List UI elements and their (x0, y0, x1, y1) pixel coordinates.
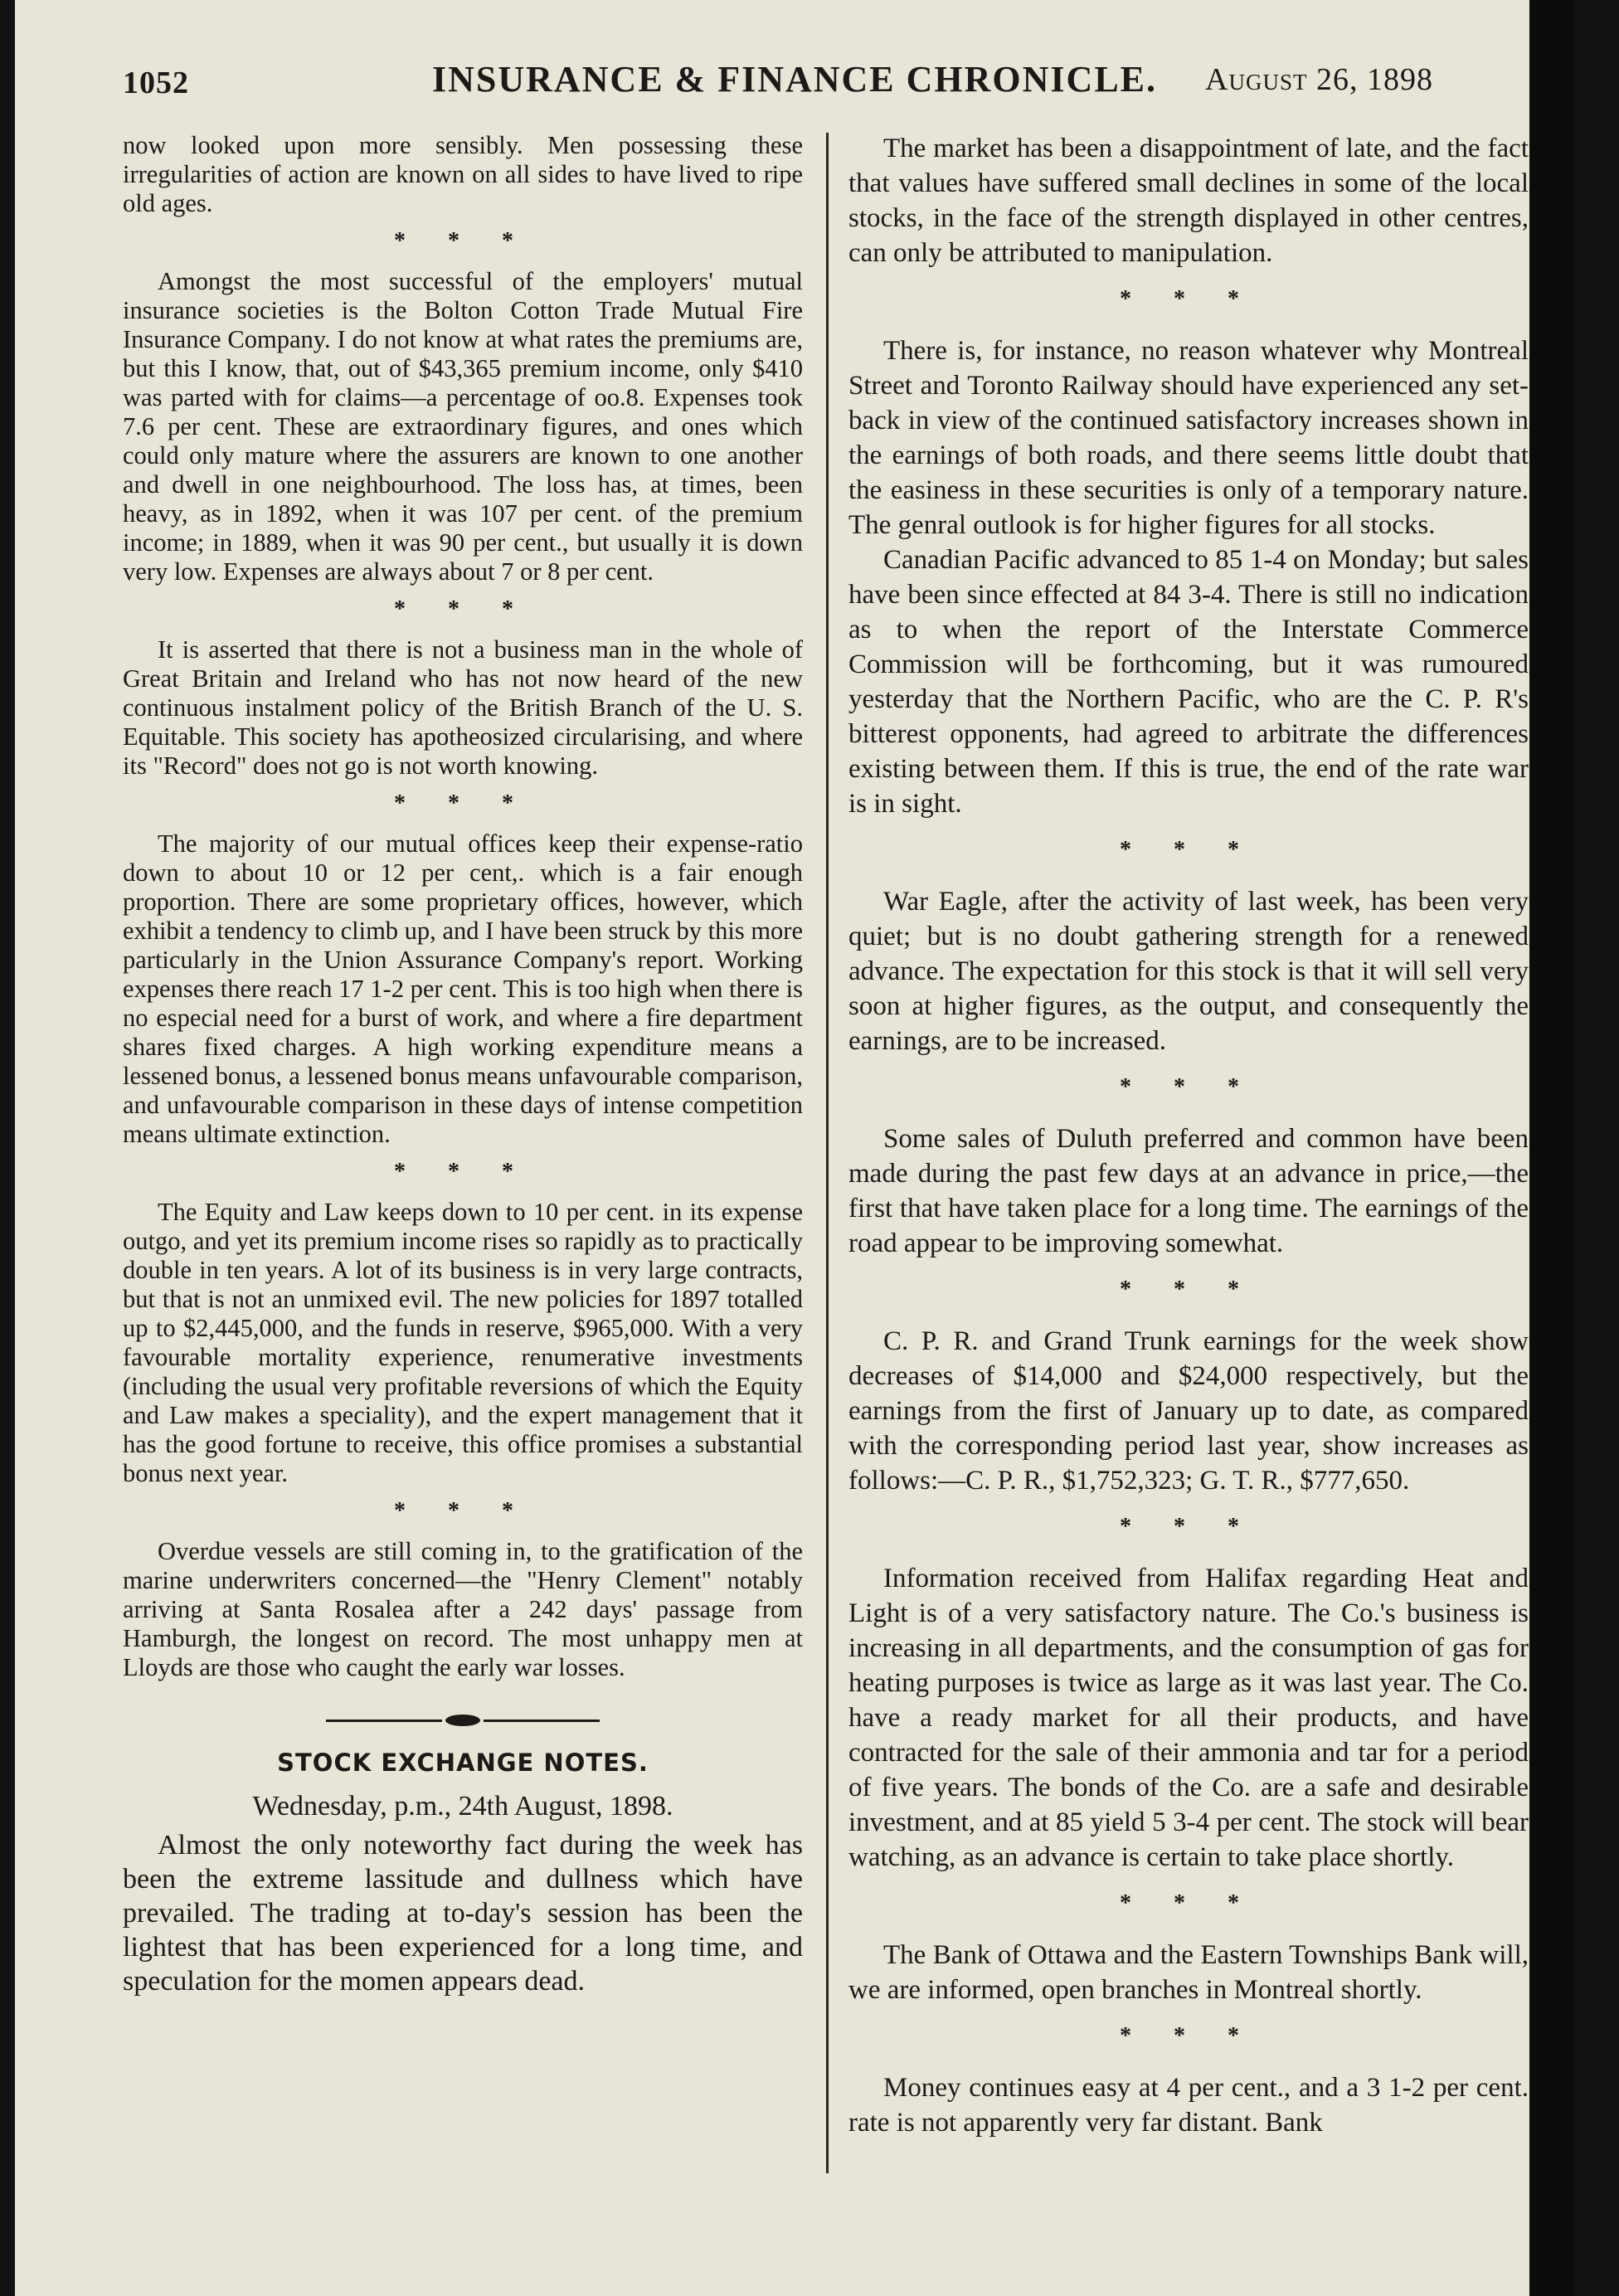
journal-title: INSURANCE & FINANCE CHRONICLE. (431, 59, 1158, 100)
article-paragraph: The market has been a disappointment of late, and the fact that values have suffered small declines in some of the local stocks, in the face of the strength displayed in other centres, can only be attributed to manipulation. (848, 134, 1529, 268)
section-separator: * * * (394, 1159, 532, 1184)
section-separator: * * * (1120, 1074, 1257, 1100)
article-paragraph: Some sales of Duluth preferred and common have been made during the past few days at an advance in price,—the first that have taken place for a long time. The earnings of the road appear to be improving somewhat. (848, 1124, 1529, 1258)
article-paragraph: Amongst the most successful of the employers' mutual insurance societies is the Bolton Cotton Trade Mutual Fire Insurance Company. I do not know at what rates the premiums are, but this I know, that, out of $43,365 premium income, only $410 was parted with for claims—a percentage of oo.8. Expenses took 7.6 per cent. These are extraordinary figures, and ones which could only mature where the assurers are known to one another and dwell in one neighbourhood. The loss has, at times, been heavy, as in 1892, when it was 107 per cent. of the premium income; in 1889, when it was 90 per cent., but usually it is down very low. Expenses are always about 7 or 8 per cent. (123, 267, 803, 586)
article-paragraph: The majority of our mutual offices keep their expense-ratio down to about 10 or 12 per cent,. which is a fair enough proportion. There are some proprietary offices, however, which exhibit a tendency to climb up, and I have been struck by this more particularly in the Union Assurance Company's report. Working expenses there reach 17 1-2 per cent. This is too high when there is no especial need for a burst of work, and where a fire department shares fixed charges. A high working expenditure means a lessened bonus, a lessened bonus means unfavourable comparison, and unfavourable comparison in these days of intense competition means ultimate extinction. (123, 829, 803, 1148)
article-paragraph: War Eagle, after the activity of last week, has been very quiet; but is no doubt gathering strength for a renewed advance. The expectation for this stock is that it will sell very soon at higher figures, as the output, and consequently the earnings, are to be increased. (848, 887, 1529, 1056)
section-separator: * * * (394, 790, 532, 816)
article-paragraph: Information received from Halifax regarding Heat and Light is of a very satisfactory nature. The Co.'s business is increasing in all departments, and the consumption of gas for heating purposes is twice as large as it was last year. The Co. have a ready market for all their products, and have contracted for the sale of their ammonia and tar for a period of five years. The bonds of the Co. are a safe and desirable investment, and at 85 yield 5 3-4 per cent. The stock will bear watching, as an advance is certain to take place shortly. (848, 1564, 1529, 1872)
section-separator: * * * (394, 596, 532, 622)
article-paragraph: Canadian Pacific advanced to 85 1-4 on Monday; but sales have been since effected at 84 3-4. There is still no indication as to when the report of the Interstate Commerce Commission will be forthcoming, but it was rumoured yesterday that the Northern Pacific, who are the C. P. R's bitterest opponents, had agreed to arbitrate the differences existing between them. If this is true, the end of the rate war is in sight. (848, 545, 1529, 819)
right-column (848, 131, 1529, 2140)
article-paragraph: The Bank of Ottawa and the Eastern Townships Bank will, we are informed, open branches in Montreal shortly. (848, 1940, 1529, 2005)
section-separator: * * * (1120, 1890, 1257, 1916)
article-paragraph: Money continues easy at 4 per cent., and a 3 1-2 per cent. rate is not apparently very far distant. Bank (848, 2073, 1529, 2138)
section-separator: * * * (394, 228, 532, 254)
section-title: STOCK EXCHANGE NOTES. (277, 1749, 649, 1777)
newspaper-page (15, 0, 1574, 2296)
article-paragraph: There is, for instance, no reason whatever why Montreal Street and Toronto Railway should have experienced any set-back in view of the continued satisfactory increases shown in the earnings of both roads, and there seems little doubt that the easiness in these securities is only of a temporary nature. The genral outlook is for higher figures for all stocks. (848, 336, 1529, 540)
column-divider (826, 133, 829, 2173)
article-paragraph: Almost the only noteworthy fact during the week has been the extreme lassitude and dullness which have prevailed. The trading at to-day's session has been the lightest that has been experienced for a long time, and speculation for the momen appears dead. (123, 1830, 803, 1997)
rule-line (326, 1720, 442, 1722)
section-separator: * * * (394, 1498, 532, 1524)
section-separator: * * * (1120, 2023, 1257, 2049)
dateline: Wednesday, p.m., 24th August, 1898. (252, 1791, 673, 1822)
article-paragraph: Overdue vessels are still coming in, to the gratification of the marine underwriters concerned—the "Henry Clement" notably arriving at Santa Rosalea after a 242 days' passage from Hamburgh, the longest on record. The most unhappy men at Lloyds are those who caught the early war losses. (123, 1537, 803, 1681)
page-header (15, 46, 1574, 105)
left-column (123, 131, 803, 1998)
scan-border (1529, 0, 1574, 2296)
article-paragraph: now looked upon more sensibly. Men possessing these irregularities of action are known on all sides to have lived to ripe old ages. (123, 131, 803, 217)
section-separator: * * * (1120, 1277, 1257, 1302)
rule-line (484, 1720, 600, 1722)
page-number: 1052 (123, 66, 189, 100)
ornamental-rule (123, 1712, 803, 1729)
article-paragraph: The Equity and Law keeps down to 10 per cent. in its expense outgo, and yet its premium income rises so rapidly as to practically double in ten years. A lot of its business is in very large contracts, but that is not an unmixed evil. The new policies for 1897 totalled up to $2,445,000, and the funds in reserve, $965,000. With a very favourable mortality experience, renumerative investments (including the usual very profitable reversions of which the Equity and Law makes a speciality), and the expert management that it has the good fortune to receive, this office promises a substantial bonus next year. (123, 1198, 803, 1487)
rule-ornament (445, 1715, 480, 1726)
section-separator: * * * (1120, 1514, 1257, 1540)
article-paragraph: C. P. R. and Grand Trunk earnings for the week show decreases of $14,000 and $24,000 respectively, but the earnings from the first of January up to date, as compared with the corresponding period last year, show increases as follows:—C. P. R., $1,752,323; G. T. R., $777,650. (848, 1326, 1529, 1496)
section-separator: * * * (1120, 837, 1257, 863)
issue-date: August 26, 1898 (1205, 62, 1433, 97)
section-separator: * * * (1120, 286, 1257, 312)
article-paragraph: It is asserted that there is not a business man in the whole of Great Britain and Ireland who has not now heard of the new continuous instalment policy of the British Branch of the U. S. Equitable. This society has apotheosized circularising, and where its "Record" does not go is not worth knowing. (123, 635, 803, 780)
